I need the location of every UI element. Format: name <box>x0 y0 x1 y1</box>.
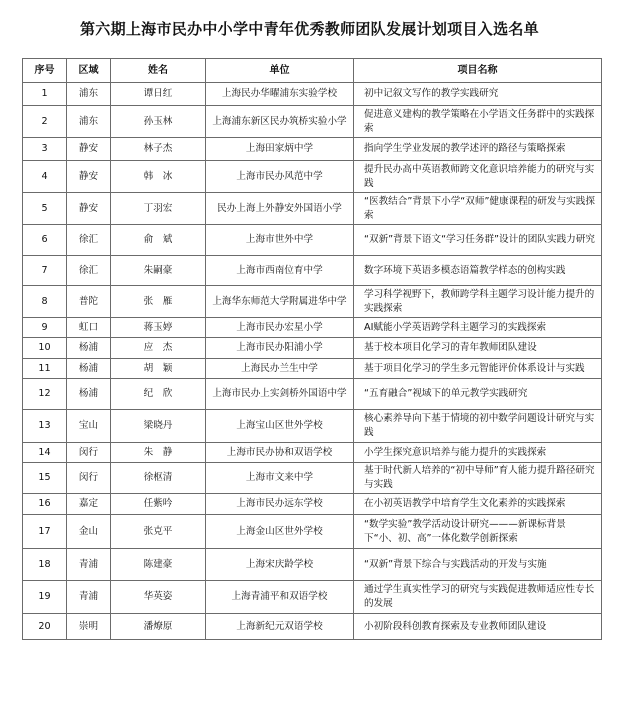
cell-district: 闵行 <box>67 443 111 463</box>
cell-name: 梁晓丹 <box>111 410 206 443</box>
cell-district: 青浦 <box>67 549 111 581</box>
cell-school: 上海青浦平和双语学校 <box>206 581 354 614</box>
cell-school: 上海市民办宏星小学 <box>206 318 354 338</box>
cell-project: 基于项目化学习的学生多元智能评价体系设计与实践 <box>354 359 602 379</box>
cell-school: 上海市世外中学 <box>206 225 354 256</box>
cell-project: 提升民办高中英语教师跨文化意识培养能力的研究与实践 <box>354 161 602 193</box>
cell-school: 上海市西南位育中学 <box>206 256 354 286</box>
table-row <box>23 161 602 193</box>
cell-number: 5 <box>23 193 67 225</box>
cell-school: 上海宝山区世外学校 <box>206 410 354 443</box>
cell-number: 10 <box>23 338 67 359</box>
header-number: 序号 <box>23 59 67 83</box>
cell-district: 崇明 <box>67 614 111 640</box>
cell-number: 13 <box>23 410 67 443</box>
cell-number: 6 <box>23 225 67 256</box>
cell-school: 上海市民办上实剑桥外国语中学 <box>206 379 354 410</box>
cell-name: 胡 颖 <box>111 359 206 379</box>
cell-project: 基于校本项目化学习的青年教师团队建设 <box>354 338 602 359</box>
cell-project: 核心素养导向下基于情境的初中数学问题设计研究与实践 <box>354 410 602 443</box>
cell-project: 学习科学视野下，教师跨学科主题学习设计能力提升的实践探索 <box>354 286 602 318</box>
cell-district: 宝山 <box>67 410 111 443</box>
cell-district: 静安 <box>67 161 111 193</box>
cell-school: 上海市文来中学 <box>206 463 354 494</box>
table-row <box>23 138 602 161</box>
cell-name: 丁羽宏 <box>111 193 206 225</box>
cell-school: 上海民办华曜浦东实验学校 <box>206 83 354 106</box>
cell-number: 1 <box>23 83 67 106</box>
table-row <box>23 379 602 410</box>
cell-number: 15 <box>23 463 67 494</box>
cell-school: 上海金山区世外学校 <box>206 515 354 549</box>
selection-list-table <box>22 58 602 640</box>
table-row <box>23 549 602 581</box>
cell-name: 陈建豪 <box>111 549 206 581</box>
cell-school: 上海市民办阳浦小学 <box>206 338 354 359</box>
cell-number: 17 <box>23 515 67 549</box>
table-row <box>23 443 602 463</box>
cell-number: 2 <box>23 106 67 138</box>
cell-name: 张 雁 <box>111 286 206 318</box>
cell-name: 潘燎原 <box>111 614 206 640</box>
table-row <box>23 515 602 549</box>
cell-number: 16 <box>23 494 67 515</box>
cell-school: 民办上海上外静安外国语小学 <box>206 193 354 225</box>
cell-project: 初中记叙文写作的教学实践研究 <box>354 83 602 106</box>
table-row <box>23 581 602 614</box>
cell-number: 14 <box>23 443 67 463</box>
header-name: 姓名 <box>111 59 206 83</box>
table-row <box>23 286 602 318</box>
cell-project: “医教结合”背景下小学“双师”健康课程的研发与实践探索 <box>354 193 602 225</box>
cell-district: 普陀 <box>67 286 111 318</box>
cell-name: 纪 欣 <box>111 379 206 410</box>
cell-project: 指向学生学业发展的教学述评的路径与策略探索 <box>354 138 602 161</box>
cell-name: 韩 冰 <box>111 161 206 193</box>
cell-name: 俞 斌 <box>111 225 206 256</box>
cell-district: 嘉定 <box>67 494 111 515</box>
cell-name: 徐枢清 <box>111 463 206 494</box>
cell-district: 静安 <box>67 193 111 225</box>
cell-district: 青浦 <box>67 581 111 614</box>
cell-number: 7 <box>23 256 67 286</box>
cell-school: 上海新纪元双语学校 <box>206 614 354 640</box>
table-row <box>23 193 602 225</box>
table-row <box>23 338 602 359</box>
cell-district: 静安 <box>67 138 111 161</box>
cell-school: 上海田家炳中学 <box>206 138 354 161</box>
table-row <box>23 614 602 640</box>
cell-school: 上海华东师范大学附属进华中学 <box>206 286 354 318</box>
table-row <box>23 494 602 515</box>
cell-project: “数学实验”教学活动设计研究———新课标背景下“小、初、高”一体化数学创新探索 <box>354 515 602 549</box>
cell-district: 浦东 <box>67 106 111 138</box>
cell-school: 上海市民办协和双语学校 <box>206 443 354 463</box>
cell-school: 上海宋庆龄学校 <box>206 549 354 581</box>
cell-number: 9 <box>23 318 67 338</box>
cell-project: 小初阶段科创教育探索及专业教师团队建设 <box>354 614 602 640</box>
cell-district: 徐汇 <box>67 256 111 286</box>
table-row <box>23 106 602 138</box>
cell-district: 杨浦 <box>67 359 111 379</box>
table-row <box>23 256 602 286</box>
header-project: 项目名称 <box>354 59 602 83</box>
cell-project: 小学生探究意识培养与能力提升的实践探索 <box>354 443 602 463</box>
cell-name: 任紫吟 <box>111 494 206 515</box>
cell-district: 杨浦 <box>67 338 111 359</box>
cell-district: 金山 <box>67 515 111 549</box>
header-school: 单位 <box>206 59 354 83</box>
cell-name: 蒋玉婷 <box>111 318 206 338</box>
table-row <box>23 225 602 256</box>
cell-name: 孙玉林 <box>111 106 206 138</box>
cell-school: 上海民办兰生中学 <box>206 359 354 379</box>
cell-project: 促进意义建构的教学策略在小学语文任务群中的实践探索 <box>354 106 602 138</box>
cell-number: 19 <box>23 581 67 614</box>
cell-district: 杨浦 <box>67 379 111 410</box>
cell-project: 在小初英语教学中培育学生文化素养的实践探索 <box>354 494 602 515</box>
cell-project: 数字环境下英语多模态语篇教学样态的创构实践 <box>354 256 602 286</box>
cell-number: 4 <box>23 161 67 193</box>
cell-number: 3 <box>23 138 67 161</box>
cell-project: AI赋能小学英语跨学科主题学习的实践探索 <box>354 318 602 338</box>
cell-name: 张克平 <box>111 515 206 549</box>
cell-number: 8 <box>23 286 67 318</box>
cell-district: 闵行 <box>67 463 111 494</box>
cell-district: 浦东 <box>67 83 111 106</box>
cell-project: 基于时代新人培养的“初中导师”育人能力提升路径研究与实践 <box>354 463 602 494</box>
table-header-row <box>23 59 602 83</box>
cell-district: 徐汇 <box>67 225 111 256</box>
cell-name: 林子杰 <box>111 138 206 161</box>
cell-project: “双新”背景下语文“学习任务群”设计的团队实践力研究 <box>354 225 602 256</box>
cell-name: 华英姿 <box>111 581 206 614</box>
cell-school: 上海浦东新区民办筑桥实验小学 <box>206 106 354 138</box>
cell-number: 11 <box>23 359 67 379</box>
cell-number: 18 <box>23 549 67 581</box>
table-row <box>23 463 602 494</box>
table-row <box>23 318 602 338</box>
cell-name: 谭日红 <box>111 83 206 106</box>
table-row <box>23 359 602 379</box>
table-row <box>23 410 602 443</box>
cell-district: 虹口 <box>67 318 111 338</box>
page-title: 第六期上海市民办中小学中青年优秀教师团队发展计划项目入选名单 <box>79 20 539 38</box>
header-district: 区域 <box>67 59 111 83</box>
table-row <box>23 83 602 106</box>
cell-school: 上海市民办风范中学 <box>206 161 354 193</box>
cell-number: 12 <box>23 379 67 410</box>
cell-number: 20 <box>23 614 67 640</box>
cell-project: “五育融合”视域下的单元教学实践研究 <box>354 379 602 410</box>
cell-name: 应 杰 <box>111 338 206 359</box>
cell-school: 上海市民办远东学校 <box>206 494 354 515</box>
cell-name: 朱 静 <box>111 443 206 463</box>
cell-project: “双新”背景下综合与实践活动的开发与实施 <box>354 549 602 581</box>
cell-name: 朱嗣豪 <box>111 256 206 286</box>
cell-project: 通过学生真实性学习的研究与实践促进教师适应性专长的发展 <box>354 581 602 614</box>
